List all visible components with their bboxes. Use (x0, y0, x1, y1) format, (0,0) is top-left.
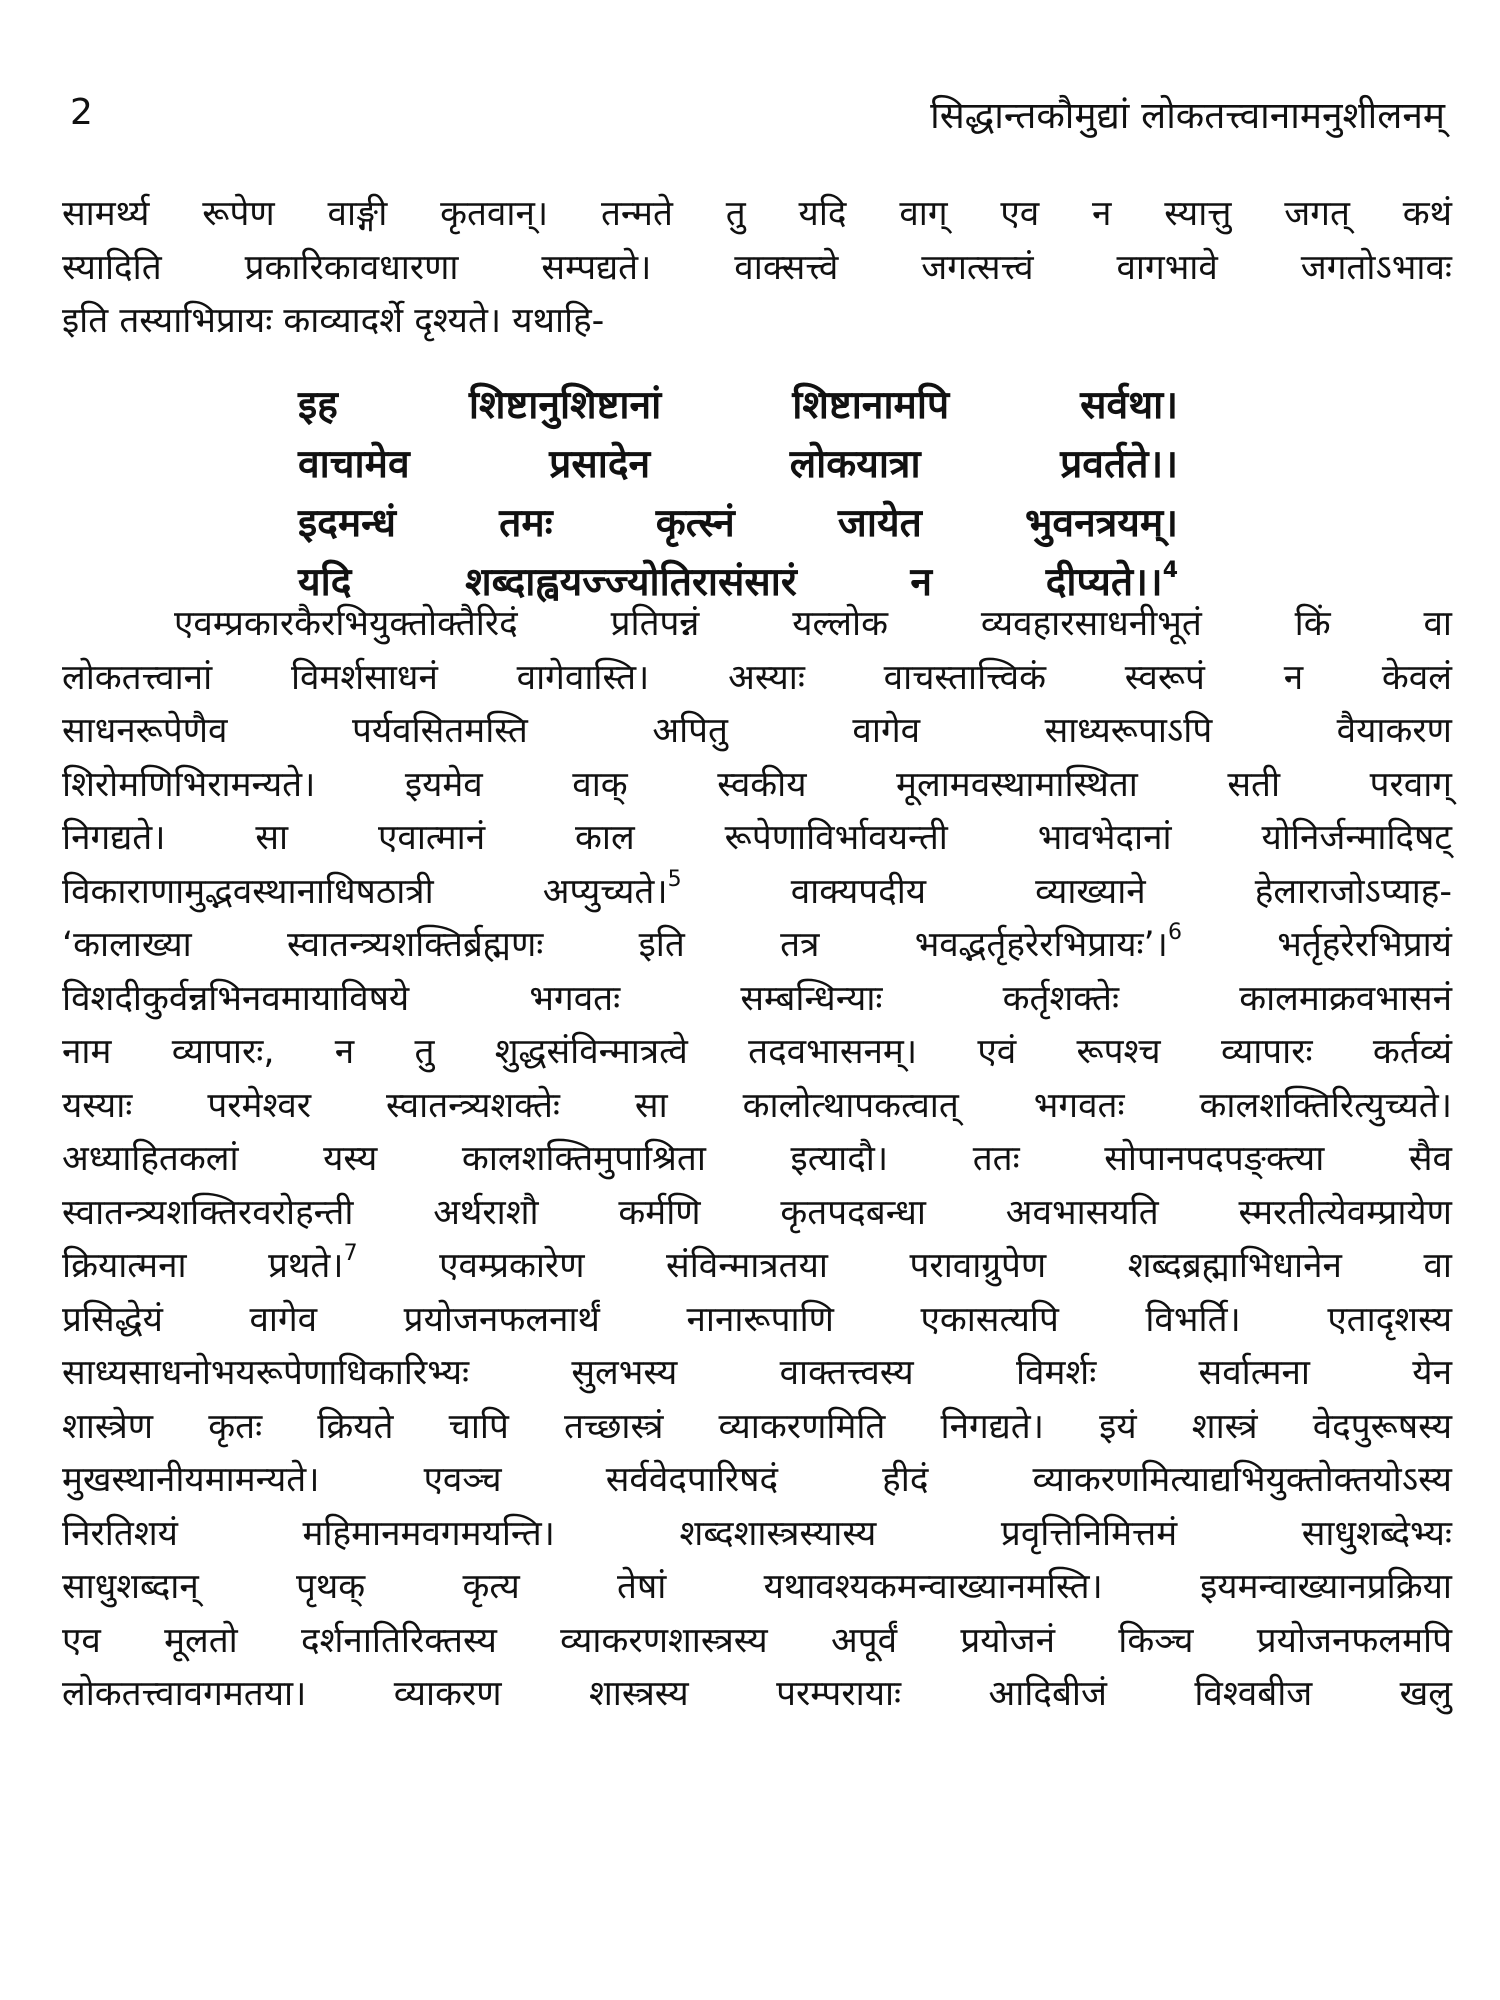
text-line: विशदीकुर्वन्नभिनवमायाविषये भगवतः सम्बन्धिन्याः कर्तृशक्तेः कालमाक्रवभासनं (62, 978, 1452, 1019)
quoted-verse (298, 376, 1178, 612)
footnote-marker: 6 (1167, 920, 1182, 946)
running-header: सिद्धान्तकौमुद्यां लोकतत्त्वानामनुशीलनम् (930, 94, 1445, 137)
text-line: लोकतत्त्वानां विमर्शसाधनं वागेवास्ति। अस्याः वाचस्तात्त्विकं स्वरूपं न केवलं (62, 657, 1452, 698)
text-line: स्वातन्त्र्यशक्तिरवरोहन्ती अर्थराशौ कर्मणि कृतपदबन्धा अवभासयति स्मरतीत्येवम्प्रायेण (62, 1192, 1452, 1233)
verse-line: वाचामेव प्रसादेन लोकयात्रा प्रवर्तते।। (298, 442, 1178, 487)
verse-line: इह शिष्टानुशिष्टानां शिष्टानामपि सर्वथा। (298, 383, 1178, 428)
text-line: प्रसिद्धेयं वागेव प्रयोजनफलनार्थं नानारूपाणि एकासत्यपि विभर्ति। एतादृशस्य (62, 1299, 1452, 1340)
text-line: एव मूलतो दर्शनातिरिक्तस्य व्याकरणशास्त्रस्य अपूर्वं प्रयोजनं किञ्च प्रयोजनफलमपि (62, 1620, 1452, 1661)
text-line (62, 919, 1452, 973)
text-line: लोकतत्त्वावगमतया। व्याकरण शास्त्रस्य परम्परायाः आदिबीजं विश्वबीज खलु (62, 1674, 1452, 1714)
footnote-marker: 5 (667, 866, 682, 892)
text-segment: क्रियात्मना प्रथते। (62, 1246, 344, 1286)
text-line: निरतिशयं महिमानमवगमयन्ति। शब्दशास्त्रस्यास्य प्रवृत्तिनिमित्तमं साधुशब्देभ्यः (62, 1513, 1452, 1554)
verse-line: इदमन्धं तमः कृत्स्नं जायेत भुवनत्रयम्। (298, 501, 1178, 546)
text-line (62, 1240, 1452, 1294)
text-line: इति तस्याभिप्रायः काव्यादर्शे दृश्यते। यथाहि- (62, 301, 605, 341)
text-line: नाम व्यापारः, न तु शुद्धसंविन्मात्रत्वे तदवभासनम्। एवं रूपश्च व्यापारः कर्तव्यं (62, 1032, 1453, 1072)
text-segment: एवम्प्रकारेण संविन्मात्रतया परावाग्रुपेण शब्दब्रह्माभिधानेन वा (357, 1246, 1452, 1286)
text-line: शास्त्रेण कृतः क्रियते चापि तच्छास्त्रं व्याकरणमिति निगद्यते। इयं शास्त्रं वेदपुरूषस्य (62, 1406, 1452, 1447)
text-line (62, 866, 1452, 920)
text-line: साधनरूपेणैव पर्यवसितमस्ति अपितु वागेव साध्यरूपाऽपि वैयाकरण (62, 711, 1452, 751)
text-line: शिरोमणिभिरामन्यते। इयमेव वाक् स्वकीय मूलामवस्थामास्थिता सती परवाग् (62, 764, 1452, 805)
text-line: साध्यसाधनोभयरूपेणाधिकारिभ्यः सुलभस्य वाक्तत्त्वस्य विमर्शः सर्वात्मना येन (62, 1353, 1452, 1393)
verse-line-text: यदि शब्दाह्वयज्ज्योतिरासंसारं न दीप्यते।। (298, 560, 1163, 605)
text-line: अध्याहितकलां यस्य कालशक्तिमुपाश्रिता इत्यादौ। ततः सोपानपदपङ्क्त्या सैव (62, 1139, 1452, 1179)
page-number: 2 (70, 92, 93, 133)
text-segment: भर्तृहरेरभिप्रायं (1181, 925, 1452, 965)
footnote-marker: 4 (1162, 558, 1178, 583)
text-segment: वाक्यपदीय व्याख्याने हेलाराजोऽप्याह- (681, 871, 1452, 912)
text-line: सामर्थ्य रूपेण वाङ्गी कृतवान्। तन्मते तु यदि वाग् एव न स्यात्तु जगत् कथं (62, 194, 1452, 234)
text-line: निगद्यते। सा एवात्मानं काल रूपेणाविर्भावयन्ती भावभेदानां योनिर्जन्मादिषट् (62, 818, 1452, 858)
text-line: यस्याः परमेश्वर स्वातन्त्र्यशक्तेः सा कालोत्थापकत्वात् भगवतः कालशक्तिरित्युच्यते। (62, 1085, 1452, 1126)
text-segment: ‘कालाख्या स्वातन्त्र्यशक्तिर्ब्रह्मणः इति तत्र भवद्भर्तृहरेरभिप्रायः’। (62, 925, 1168, 965)
intro-paragraph (62, 188, 1452, 349)
text-line: साधुशब्दान् पृथक् कृत्य तेषां यथावश्यकमन्वाख्यानमस्ति। इयमन्वाख्यानप्रक्रिया (62, 1567, 1452, 1607)
text-segment: विकाराणामुद्भवस्थानाधिषठात्री अप्युच्यते। (62, 871, 668, 912)
text-line: मुखस्थानीयमामन्यते। एवञ्च सर्ववेदपारिषदं हीदं व्याकरणमित्याद्यभियुक्तोक्तयोऽस्य (62, 1460, 1452, 1500)
text-line: स्यादिति प्रकारिकावधारणा सम्पद्यते। वाक्सत्त्वे जगत्सत्त्वं वागभावे जगतोऽभावः (62, 247, 1452, 288)
footnote-marker: 7 (343, 1241, 358, 1267)
main-paragraph (62, 598, 1452, 1722)
text-line: एवम्प्रकारकैरभियुक्तोक्तैरिदं प्रतिपन्नं यल्लोक व्यवहारसाधनीभूतं किं वा (174, 604, 1452, 644)
